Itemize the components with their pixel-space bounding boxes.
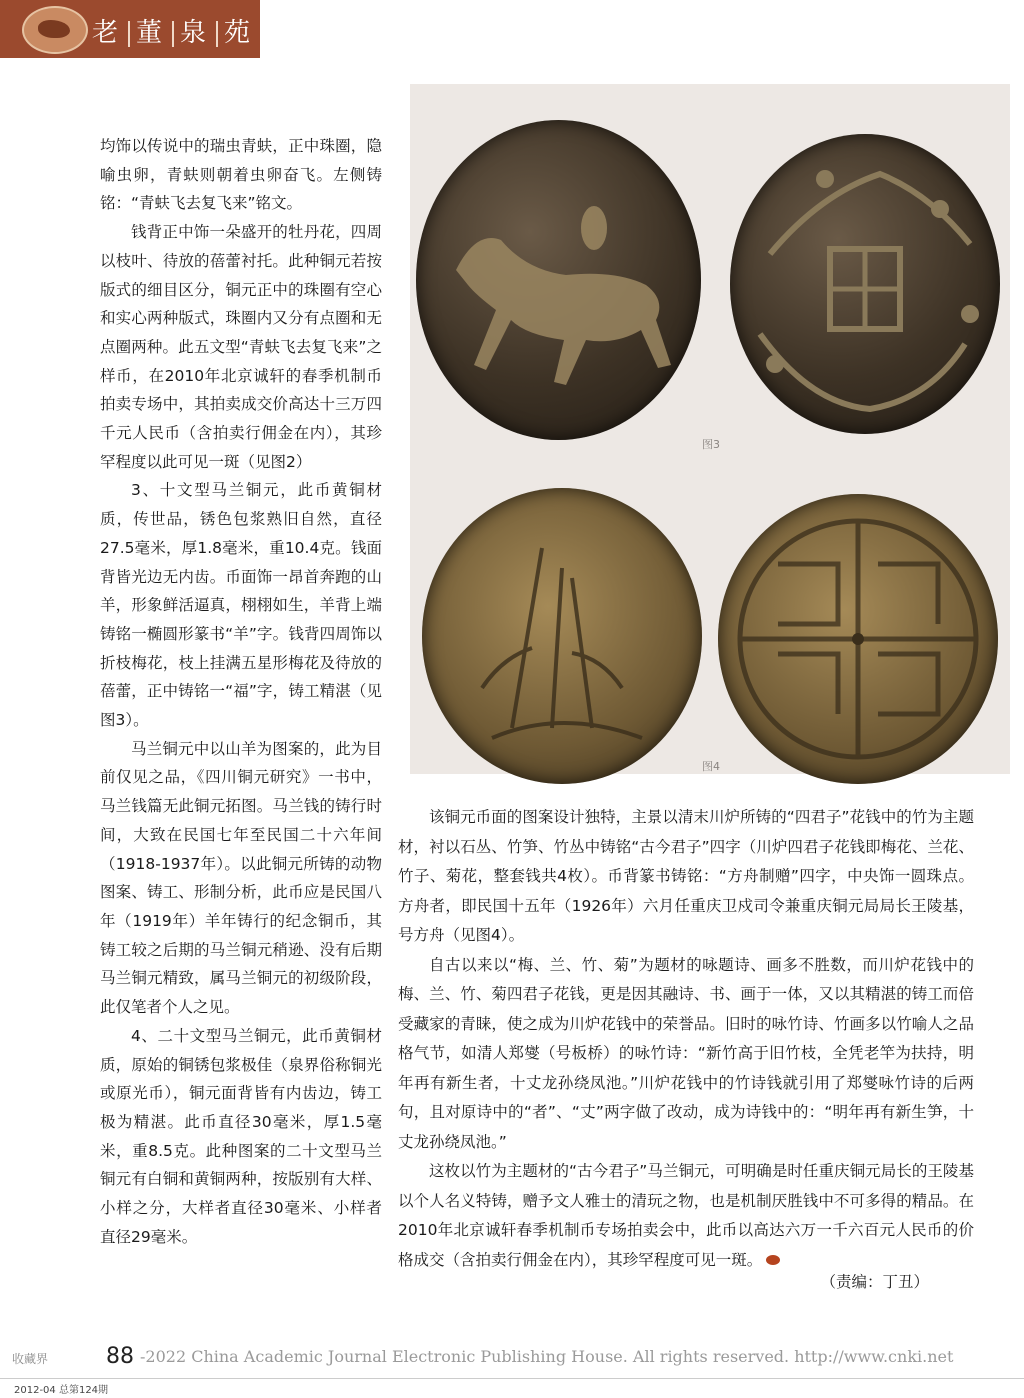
body-paragraph [398, 1157, 974, 1275]
title-separator [172, 21, 174, 47]
body-paragraph: 钱背正中饰一朵盛开的牡丹花，四周以枝叶、待放的蓓蕾衬托。此种铜元若按版式的细目区分，铜元正中的珠圈有空心和实心两种版式，珠圈内又分有点圈和无点圈两种。此五文型“青蚨飞去复飞来”之样币，在2010年北京诚轩的春季机制币拍卖专场中，其拍卖成交价高达十三万四千元人民币（含拍卖行佣金在内），其珍罕程度以此可见一斑（见图2） [100, 223, 382, 471]
plum-blossom-fu-motif-icon [730, 134, 1000, 434]
page-number: 88 [106, 1344, 134, 1369]
article-end-icon [766, 1255, 780, 1265]
goat-motif-icon [416, 120, 701, 440]
title-char: 老 [92, 18, 123, 48]
body-paragraph: 3、十文型马兰铜元，此币黄铜材质，传世品，锈色包浆熟旧自然，直径27.5毫米，厚1.8毫米，重10.4克。钱面背皆光边无内齿。币面饰一昂首奔跑的山羊，形象鲜活逼真，栩栩如生，羊背上端铸铭一椭圆形篆书“羊”字。钱背四周饰以折枝梅花，枝上挂满五星形梅花及待放的蓓蕾，正中铸铭一“福”字，铸工精湛（见图3）。 [100, 481, 382, 730]
title-separator [128, 21, 130, 47]
bamboo-motif-icon [422, 488, 702, 784]
left-column [100, 132, 382, 1251]
footer-divider [0, 1378, 1024, 1379]
magazine-logo: 收藏界 [12, 1352, 49, 1366]
body-paragraph: 自古以来以“梅、兰、竹、菊”为题材的咏题诗、画多不胜数，而川炉花钱中的梅、兰、竹、菊四君子花钱，更是因其融诗、书、画于一体，又以其精湛的铸工而倍受藏家的青睐，使之成为川炉花钱中的荣誉品。旧时的咏竹诗、竹画多以竹喻人之品格气节，如清人郑燮（号板桥）的咏竹诗：“新竹高于旧竹枝，全凭老竿为扶持，明年再有新生者，十丈龙孙绕凤池。”川炉花钱中的竹诗钱就引用了郑燮咏竹诗的后两句，且对原诗中的“者”、“丈”两字做了改动，成为诗钱中的：“明年再有新生笋，十丈龙孙绕凤池。” [398, 955, 974, 1151]
editor-credit: （责编：丁丑） [820, 1273, 929, 1291]
coin-fig3-obverse [416, 120, 701, 440]
right-column [398, 803, 974, 1275]
figure-label: 图3 [702, 438, 720, 451]
coin-photo-plate [410, 84, 1010, 774]
column-title [92, 12, 254, 49]
body-paragraph: 该铜元币面的图案设计独特，主景以清末川炉所铸的“四君子”花钱中的竹为主题材，衬以石丛、竹笋、竹丛中铸铭“古今君子”四字（川炉四君子花钱即梅花、兰花、竹子、菊花，整套钱共4枚）。币背篆书铸铭：“方舟制赠”四字，中央饰一圆珠点。方舟者，即民国十五年（1926年）六月任重庆卫戍司令兼重庆铜元局局长王陵基，号方舟（见图4）。 [398, 808, 974, 944]
copyright-watermark: -2022 China Academic Journal Electronic Publishing House. All rights reserved. http://www.cnki.net [140, 1347, 954, 1366]
coin-fig4-reverse [718, 494, 998, 784]
issue-info: 2012-04 总第124期 [14, 1385, 109, 1396]
title-char: 苑 [224, 18, 255, 48]
body-paragraph: 马兰铜元中以山羊为图案的，此为目前仅见之品，《四川铜元研究》一书中，马兰钱篇无此铜元拓图。马兰钱的铸行时间，大致在民国七年至民国二十六年间（1918-1937年）。以此铜元所铸的动物图案、铸工、形制分析，此币应是民国八年（1919年）羊年铸行的纪念铜币，其铸工较之后期的马兰铜元稍逊、没有后期马兰铜元精致，属马兰铜元的初级阶段，此仅笔者个人之见。 [100, 739, 382, 1017]
column-logo-icon [22, 6, 88, 54]
title-char: 泉 [180, 18, 211, 48]
body-paragraph: 均饰以传说中的瑞虫青蚨，正中珠圈，隐喻虫卵，青蚨则朝着虫卵奋飞。左侧铸铭：“青蚨飞去复飞来”铭文。 [100, 137, 382, 213]
section-header [0, 0, 260, 58]
title-separator [216, 21, 218, 47]
body-paragraph: 4、二十文型马兰铜元，此币黄铜材质，原始的铜锈包浆极佳（泉界俗称铜光或原光币），铜元面背皆有内齿边，铸工极为精湛。此币直径30毫米，厚1.5毫米，重8.5克。此种图案的二十文型马兰铜元有白铜和黄铜两种，按版别有大样、小样之分，大样者直径30毫米、小样者直径29毫米。 [100, 1026, 382, 1246]
coin-fig3-reverse [730, 134, 1000, 434]
seal-script-motif-icon [718, 494, 998, 784]
figure-label: 图4 [702, 760, 720, 773]
coin-fig4-obverse [422, 488, 702, 784]
body-paragraph-text: 这枚以竹为主题材的“古今君子”马兰铜元，可明确是时任重庆铜元局长的王陵基以个人名义特铸，赠予文人雅士的清玩之物，也是机制厌胜钱中不可多得的精品。在2010年北京诚轩春季机制币专场拍卖会中，此币以高达六万一千六百元人民币的价格成交（含拍卖行佣金在内），其珍罕程度可见一斑。 [398, 1162, 974, 1269]
title-char: 董 [136, 18, 167, 48]
